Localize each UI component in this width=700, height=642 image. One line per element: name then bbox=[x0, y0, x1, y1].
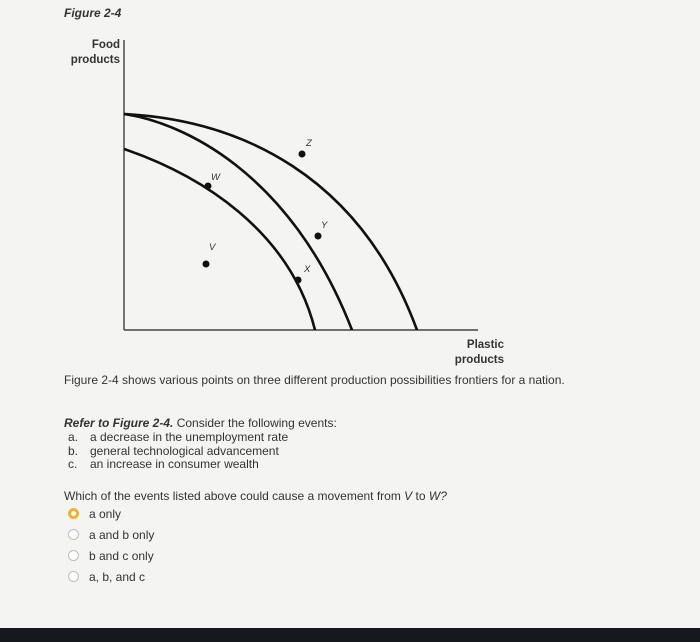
point-z bbox=[299, 151, 306, 158]
figure-caption: Figure 2-4 shows various points on three different production possibilities frontiers for a nation. bbox=[64, 373, 565, 387]
option-a-only[interactable] bbox=[68, 503, 154, 524]
event-item bbox=[68, 431, 288, 445]
option-label: a, b, and c bbox=[89, 569, 146, 584]
question-text bbox=[64, 489, 447, 503]
point-w bbox=[205, 183, 212, 190]
event-item bbox=[68, 458, 288, 472]
events-list bbox=[68, 431, 288, 472]
event-text: an increase in consumer wealth bbox=[90, 457, 259, 471]
radio-icon[interactable] bbox=[68, 529, 79, 540]
question-from: V bbox=[404, 489, 413, 503]
question-pre: Which of the events listed above could cause a movement from bbox=[64, 489, 405, 503]
refer-rest: Consider the following events: bbox=[173, 416, 337, 430]
question-to: W? bbox=[428, 489, 447, 503]
option-a-and-b-only[interactable] bbox=[68, 524, 154, 545]
y-axis-label-line2: products bbox=[70, 54, 120, 66]
ppf-curve-outer bbox=[124, 114, 417, 330]
bottom-bar bbox=[0, 628, 700, 642]
event-letter: a. bbox=[68, 430, 79, 444]
point-v bbox=[203, 261, 210, 268]
point-label-w: W bbox=[211, 172, 220, 183]
option-label: a and b only bbox=[89, 527, 155, 542]
option-b-and-c-only[interactable] bbox=[68, 545, 154, 566]
point-label-v: V bbox=[209, 242, 216, 253]
x-axis-label bbox=[438, 338, 504, 368]
x-axis-label-line1: Plastic bbox=[466, 339, 504, 351]
event-item bbox=[68, 445, 288, 459]
point-x bbox=[295, 277, 302, 284]
event-letter: c. bbox=[68, 457, 78, 471]
question-mid: to bbox=[412, 489, 429, 503]
answer-options bbox=[68, 503, 154, 587]
point-label-x: X bbox=[304, 264, 311, 275]
point-label-y: Y bbox=[321, 220, 328, 231]
option-label: b and c only bbox=[89, 548, 154, 563]
radio-icon[interactable] bbox=[68, 571, 79, 582]
x-axis-label-line2: products bbox=[454, 354, 504, 366]
event-letter: b. bbox=[68, 443, 79, 458]
event-text: general technological advancement bbox=[90, 443, 279, 458]
radio-icon[interactable] bbox=[68, 550, 79, 561]
ppf-curve-middle bbox=[124, 114, 352, 330]
point-label-z: Z bbox=[306, 138, 312, 149]
figure-title: Figure 2-4 bbox=[64, 6, 122, 20]
event-text: a decrease in the unemployment rate bbox=[90, 430, 289, 444]
y-axis-label-line1: Food bbox=[91, 39, 120, 51]
point-y bbox=[315, 233, 322, 240]
refer-lead: Refer to Figure 2-4. bbox=[64, 416, 174, 430]
option-label: a only bbox=[89, 506, 122, 521]
radio-selected-icon[interactable] bbox=[68, 508, 79, 519]
refer-line bbox=[64, 416, 337, 430]
option-a-b-and-c[interactable] bbox=[68, 566, 154, 587]
